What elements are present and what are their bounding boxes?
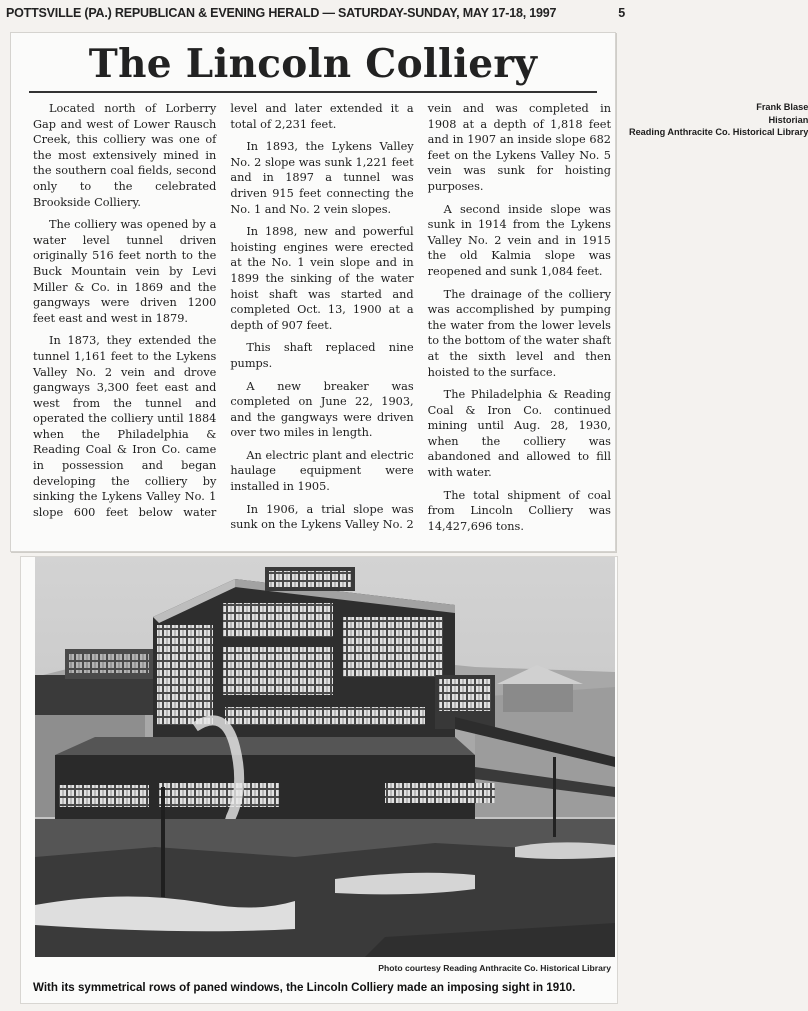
paragraph: In 1873, they extended the tunnel 1,161 feet to the Lykens Valley No. 2 vein and drove gangways 3,300 feet east and west from the tunnel and operated the colliery until 1884 when the Philadelphia & Reading Coal & Iron Co. came in possession and began developing the colliery by sinking the Lykens Valley No. 1 slope 600 feet below water level and later extended it a total of 2,231 feet. xyxy=(33,102,414,519)
page-number: 5 xyxy=(618,6,625,20)
paragraph: In 1906, a trial slope was sunk on the Lykens Valley No. 2 vein and was completed in 1908 at a depth of 1,818 feet and in 1907 an inside slope 682 feet on the Lykens Valley No. 5 vein was sunk for hoisting purposes. xyxy=(230,102,611,532)
paragraph: A new breaker was completed on June 22, 1903, and the gangways were driven over two miles in length. xyxy=(230,379,414,440)
byline-name: Frank Blase xyxy=(756,102,808,112)
paragraph: Located north of Lorberry Gap and west of Lower Rausch Creek, this colliery was one of the most extensively mined in the southern coal fields, second only to the celebrated Brookside Colliery. xyxy=(33,102,217,209)
paragraph: In 1898, new and powerful hoisting engines were erected at the No. 1 vein slope and in 1899 the sinking of the water hoist shaft was started and completed Oct. 13, 1900 at a depth of 907 feet. xyxy=(230,225,414,332)
paragraph: An electric plant and electric haulage equipment were installed in 1905. xyxy=(230,448,414,494)
paragraph: The drainage of the colliery was accomplished by pumping the water from the lower levels to the bottom of the water shaft at the sixth level and then hoisted to the surface. xyxy=(427,287,611,379)
paragraph: This shaft replaced nine pumps. xyxy=(230,341,414,370)
byline xyxy=(625,101,808,139)
masthead-title: POTTSVILLE (PA.) REPUBLICAN & EVENING HERALD — SATURDAY-SUNDAY, MAY 17-18, 1997 xyxy=(6,6,557,20)
article-clipping xyxy=(10,32,808,552)
colliery-photo xyxy=(35,557,615,957)
masthead xyxy=(6,6,625,24)
byline-org: Reading Anthracite Co. Historical Library xyxy=(628,127,808,137)
headline: The Lincoln Colliery xyxy=(88,41,538,87)
paragraph: The colliery was opened by a water level tunnel driven originally 516 feet north to the Buck Mountain vein by Levi Miller & Co. in 1869 and the gangways were driven 1200 feet east and west in 1879. xyxy=(33,218,217,325)
paragraph: The total shipment of coal from Lincoln Colliery was 14,427,696 tons. xyxy=(427,488,611,533)
byline-title: Historian xyxy=(768,114,808,125)
photo-credit: Photo courtesy Reading Anthracite Co. Historical Library xyxy=(378,963,611,973)
paragraph: In 1893, the Lykens Valley No. 2 slope was sunk 1,221 feet and in 1897 a tunnel was driven 915 feet connecting the No. 1 and No. 2 vein slopes. xyxy=(230,140,414,216)
photo-caption: With its symmetrical rows of paned windows, the Lincoln Colliery made an imposing sight in 1910. xyxy=(33,981,576,994)
paragraph: A second inside slope was sunk in 1914 from the Lykens Valley No. 2 vein and in 1915 the old Kalmia slope was reopened and sunk 1,084 feet. xyxy=(427,202,611,278)
headline-rule xyxy=(29,91,597,93)
paragraph: The Philadelphia & Reading Coal & Iron Co. continued mining until Aug. 28, 1930, when the colliery was abandoned and allowed to fill with water. xyxy=(427,388,611,480)
photo-clipping xyxy=(20,556,618,1004)
article-body xyxy=(33,101,808,541)
